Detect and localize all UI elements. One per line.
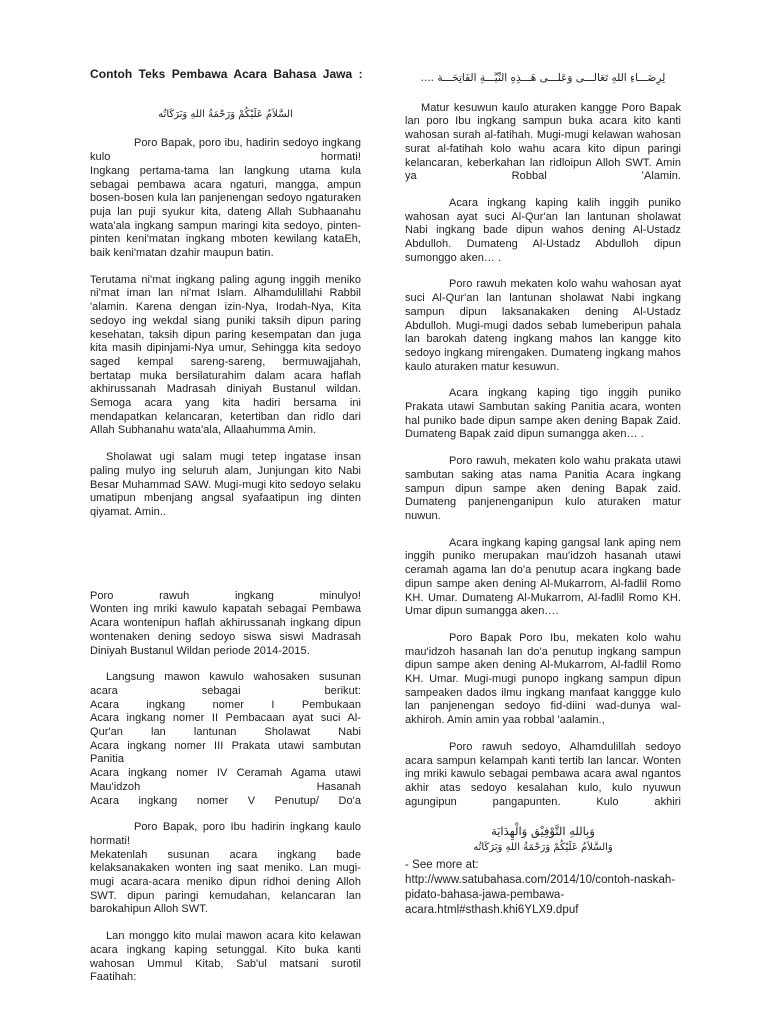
arabic-opening-line: لِرِضَـــاءِ اللهِ تَعَالَـــى وَعَلَـــى هَـــذِهِ النِّيَّـــةِ الْفَاتِحَـــة ....	[420, 72, 666, 84]
paragraph: Poro Bapak, poro Ibu hadirin ingkang kaulo hormati!	[90, 821, 361, 847]
paragraph: Acara ingkang nomer III Prakata utawi sambutan Panitia	[90, 739, 361, 766]
right-column	[405, 70, 681, 918]
see-more-label: - See more at:	[405, 859, 479, 872]
paragraph: Ingkang pertama-tama lan langkung utama kula sebagai pembawa acara ngaturi, mangga, ampun bosen-bosen kula lan panjenengan sedoyo ngaturaken puja lan puji syukur kita, dateng Allah Subhaanahu wata'ala ingkang sampun maringi kita sedoyo, pinten-pinten keni'matan ingkang mboten kewilang kataEh, baik keni'matan dzahir maupun batin.	[90, 164, 361, 260]
paragraph: Poro Bapak, poro ibu, hadirin sedoyo ingkang kulo hormati!	[90, 137, 361, 164]
arabic-greeting-line: السَّلاَمُ عَلَيْكُمْ وَرَحْمَةُ اللهِ وَبَرَكَاتُه	[158, 108, 293, 120]
paragraph: Acara ingkang nomer II Pembacaan ayat suci Al-Qur'an lan lantunan Sholawat Nabi	[90, 712, 361, 739]
paragraph: Acara ingkang nomer V Penutup/ Do'a	[90, 794, 361, 807]
paragraph: Acara ingkang kaping gangsal lank aping nem inggih puniko merupakan mau'idzoh hasanah utawi ceramah agama lan do'a penutup acara ingkang bade dipun sampe aken dening Al-Mukarrom, Al-fadlil Romo KH. Umar. Dumateng Al-Mukarrom, Al-fadlil Romo KH. Umar dipun sumangga aken….	[405, 536, 681, 618]
paragraph: Poro rawuh ingkang minulyo!	[90, 589, 361, 602]
paragraph: Poro rawuh, mekaten kolo wahu prakata utawi sambutan saking atas nama Panitia Acara ingkang sampun dipun sampe aken dening Bapak zaid. Dumateng panjenenganipun kulo aturaken matur nuwun.	[405, 455, 681, 522]
paragraph: Poro rawuh sedoyo, Alhamdulillah sedoyo acara sampun kelampah kanti tertib lan lancar. Wonten ing mriki kawulo sebagai pembawa acara awal ngantos akhir atas sedoyo kesalahan kulo, kulo nyuwun agungipun pangapunten. Kulo akhiri	[405, 740, 681, 808]
see-more-block	[405, 858, 681, 918]
paragraph: Lan monggo kito mulai mawon acara kito kelawan acara ingkang kaping setunggal. Kito buka kanti wahosan Ummul Kitab, Sab'ul matsani surotil Faatihah:	[90, 930, 361, 984]
paragraph: Poro Bapak Poro Ibu, mekaten kolo wahu mau'idzoh hasanah lan do'a penutup ingkang sampun dipun sampe aken dening Al-Mukarrom, Al-fadlil Romo KH. Umar. Mugi-mugi punopo ingkang sampun dipun sampeaken dados ilmu ingkang manfaat kanggge kulo lan panjenengan sedoyo fid-diini wad-dunya wal-akhiroh. Amin amin yaa robbal 'aalamin.,	[405, 631, 681, 727]
right-paragraphs	[405, 102, 681, 810]
paragraph: Poro rawuh mekaten kolo wahu wahosan ayat suci Al-Qur'an lan lantunan sholawat Nabi ingkang sampun dipun laksanakaken dening Al-Ustadz Abdulloh. Mugi-mugi dados sebab lumeberipun pahala lan barokah dateng ingkang mahos lan kangge kito sedoyo ingkang mirengaken. Dumateng ingkang mahos kaulo aturaken matur kesuwun.	[405, 278, 681, 373]
document-title: Contoh Teks Pembawa Acara Bahasa Jawa :	[90, 67, 363, 81]
arabic-closing-line-1: وَبِاللهِ التَّوْفِيْق وَالْهِدَايَة	[491, 824, 595, 839]
paragraph: Langsung mawon kawulo wahosaken susunan acara sebagai berikut:	[90, 671, 361, 697]
paragraph: Acara ingkang nomer IV Ceramah Agama utawi Mau'idzoh Hasanah	[90, 767, 361, 793]
paragraph: Acara ingkang kaping tigo inggih puniko Prakata utawi Sambutan saking Panitia acara, wonten hal puniko bade dipun sampe aken dening Bapak Zaid. Dumateng Bapak zaid dipun sumangga aken… .	[405, 387, 681, 441]
left-paragraphs	[90, 137, 361, 985]
left-column	[90, 68, 361, 985]
paragraph: Matur kesuwun kaulo aturaken kangge Poro Bapak lan poro Ibu ingkang sampun buka acara kito kanti wahosan surah al-fatihah. Mugi-mugi kelawan wahosan surat al-fatihah kolo wahu acara kito dipun paringi kelancaran, keberkahan lan ridloipun Alloh SWT. Amin ya Robbal 'Alamin.	[405, 101, 681, 183]
paragraph: Acara ingkang kaping kalih inggih puniko wahosan ayat suci Al-Qur'an lan lantunan sholawat Nabi ingkang bade dipun wahos dening Al-Ustadz Abdulloh. Dumateng Al-Ustadz Abdulloh dipun sumonggo aken… .	[405, 196, 681, 264]
see-more-url: http://www.satubahasa.com/2014/10/contoh-naskah-pidato-bahasa-jawa-pembawa-acara.html#sthash.khi6YLX9.dpuf	[405, 874, 676, 917]
paragraph: Terutama ni'mat ingkang paling agung inggih meniko ni'mat iman lan ni'mat Islam. Alhamdulillahi Rabbil 'alamin. Karena dengan izin-Nya, Irodah-Nya, Kita sedoyo ing wekdal siang puniki taksih dipun paring kesehatan, taksih dipun paring kesempatan dan juga kita masih dipinjami-Nya umur, Sehingga kita sedoyo saged kempal sareng-sareng, bermuwajjahah, bertatap muka bersilaturahim dalam acara haflah akhirussanah Madrasah diniyah Bustanul wildan. Semoga acara yang kita hadiri bersama ini mendapatkan kelancaran, ketertiban dan ridlo dari Allah Subhanahu wata'ala, Allaahumma Amin.	[90, 273, 361, 437]
paragraph: Acara ingkang nomer I Pembukaan	[90, 698, 361, 711]
paragraph: Wonten ing mriki kawulo kapatah sebagai Pembawa Acara wontenipun haflah akhirussanah ingkang dipun wontenaken dening sedoyo siswa siswi Madrasah Diniyah Bustanul Wildan periode 2014-2015.	[90, 603, 361, 657]
paragraph: Sholawat ugi salam mugi tetep ingatase insan paling mulyo ing seluruh alam, Junjungan kito Nabi Besar Muhammad SAW. Mugi-mugi kito sedoyo selaku umatipun mbenjang angsal syafaatipun ing dinten qiyamat. Amin..	[90, 451, 361, 518]
arabic-closing-line-2: وَالسَّلاَمُ عَلَيْكُمْ وَرَحْمَةُ اللهِ وَبَرَكَاتُه	[473, 842, 613, 854]
paragraph: Mekatenlah susunan acara ingkang bade kelaksanakaken wonten ing saat meniko. Lan mugi-mugi acara-acara meniko dipun ridhoi dening Alloh SWT. dipun paringi kemudahan, kelancaran lan barokahipun Alloh SWT.	[90, 848, 361, 916]
